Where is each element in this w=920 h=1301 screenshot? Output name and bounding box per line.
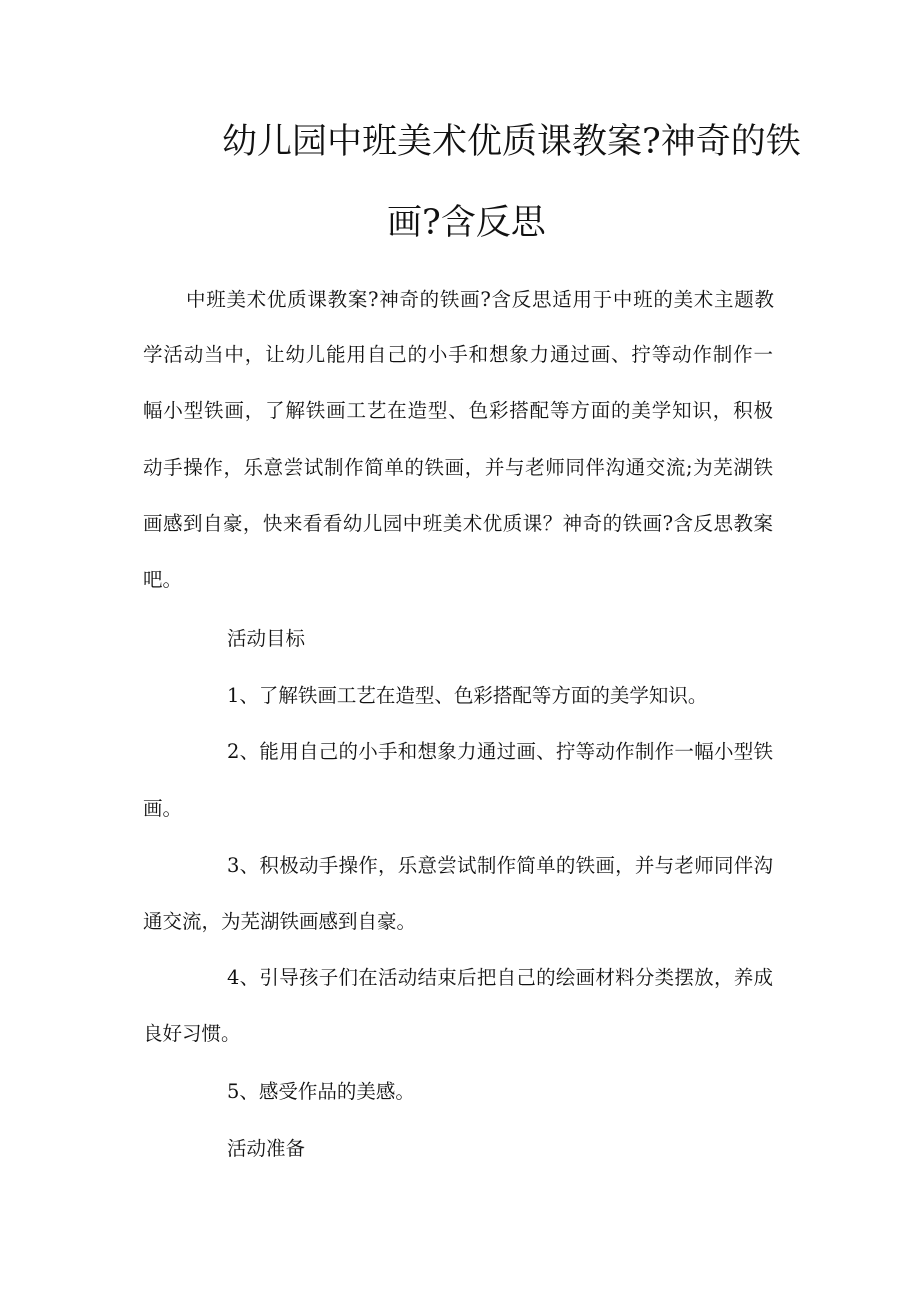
goal-1: 1、了解铁画工艺在造型、色彩搭配等方面的美学知识。 [227,684,708,707]
intro-line-5: 画感到自豪，快来看看幼儿园中班美术优质课？神奇的铁画?含反思教案 [143,512,773,535]
goal-4-line-2: 良好习惯。 [143,1022,241,1045]
intro-line-2: 学活动当中，让幼儿能用自己的小手和想象力通过画、拧等动作制作一 [143,343,773,366]
goal-3-line-2: 通交流，为芜湖铁画感到自豪。 [143,910,417,933]
intro-line-4: 动手操作，乐意尝试制作简单的铁画，并与老师同伴沟通交流;为芜湖铁 [143,456,773,479]
goal-5: 5、感受作品的美感。 [227,1080,415,1103]
intro-line-1: 中班美术优质课教案?神奇的铁画?含反思适用于中班的美术主题教 [186,288,774,311]
intro-line-6: 吧。 [143,568,183,591]
goal-2-line-2: 画。 [143,797,183,820]
document-title-line-2: 画?含反思 [387,203,546,243]
goal-4-line-1: 4、引导孩子们在活动结束后把自己的绘画材料分类摆放，养成 [227,966,773,989]
section-heading-preparation: 活动准备 [227,1137,306,1160]
section-heading-goals: 活动目标 [227,627,306,650]
goal-2-line-1: 2、能用自己的小手和想象力通过画、拧等动作制作一幅小型铁 [227,740,773,763]
goal-3-line-1: 3、积极动手操作，乐意尝试制作简单的铁画，并与老师同伴沟 [227,854,773,877]
document-title-line-1: 幼儿园中班美术优质课教案?神奇的铁 [222,122,801,162]
intro-line-3: 幅小型铁画，了解铁画工艺在造型、色彩搭配等方面的美学知识，积极 [143,399,773,422]
